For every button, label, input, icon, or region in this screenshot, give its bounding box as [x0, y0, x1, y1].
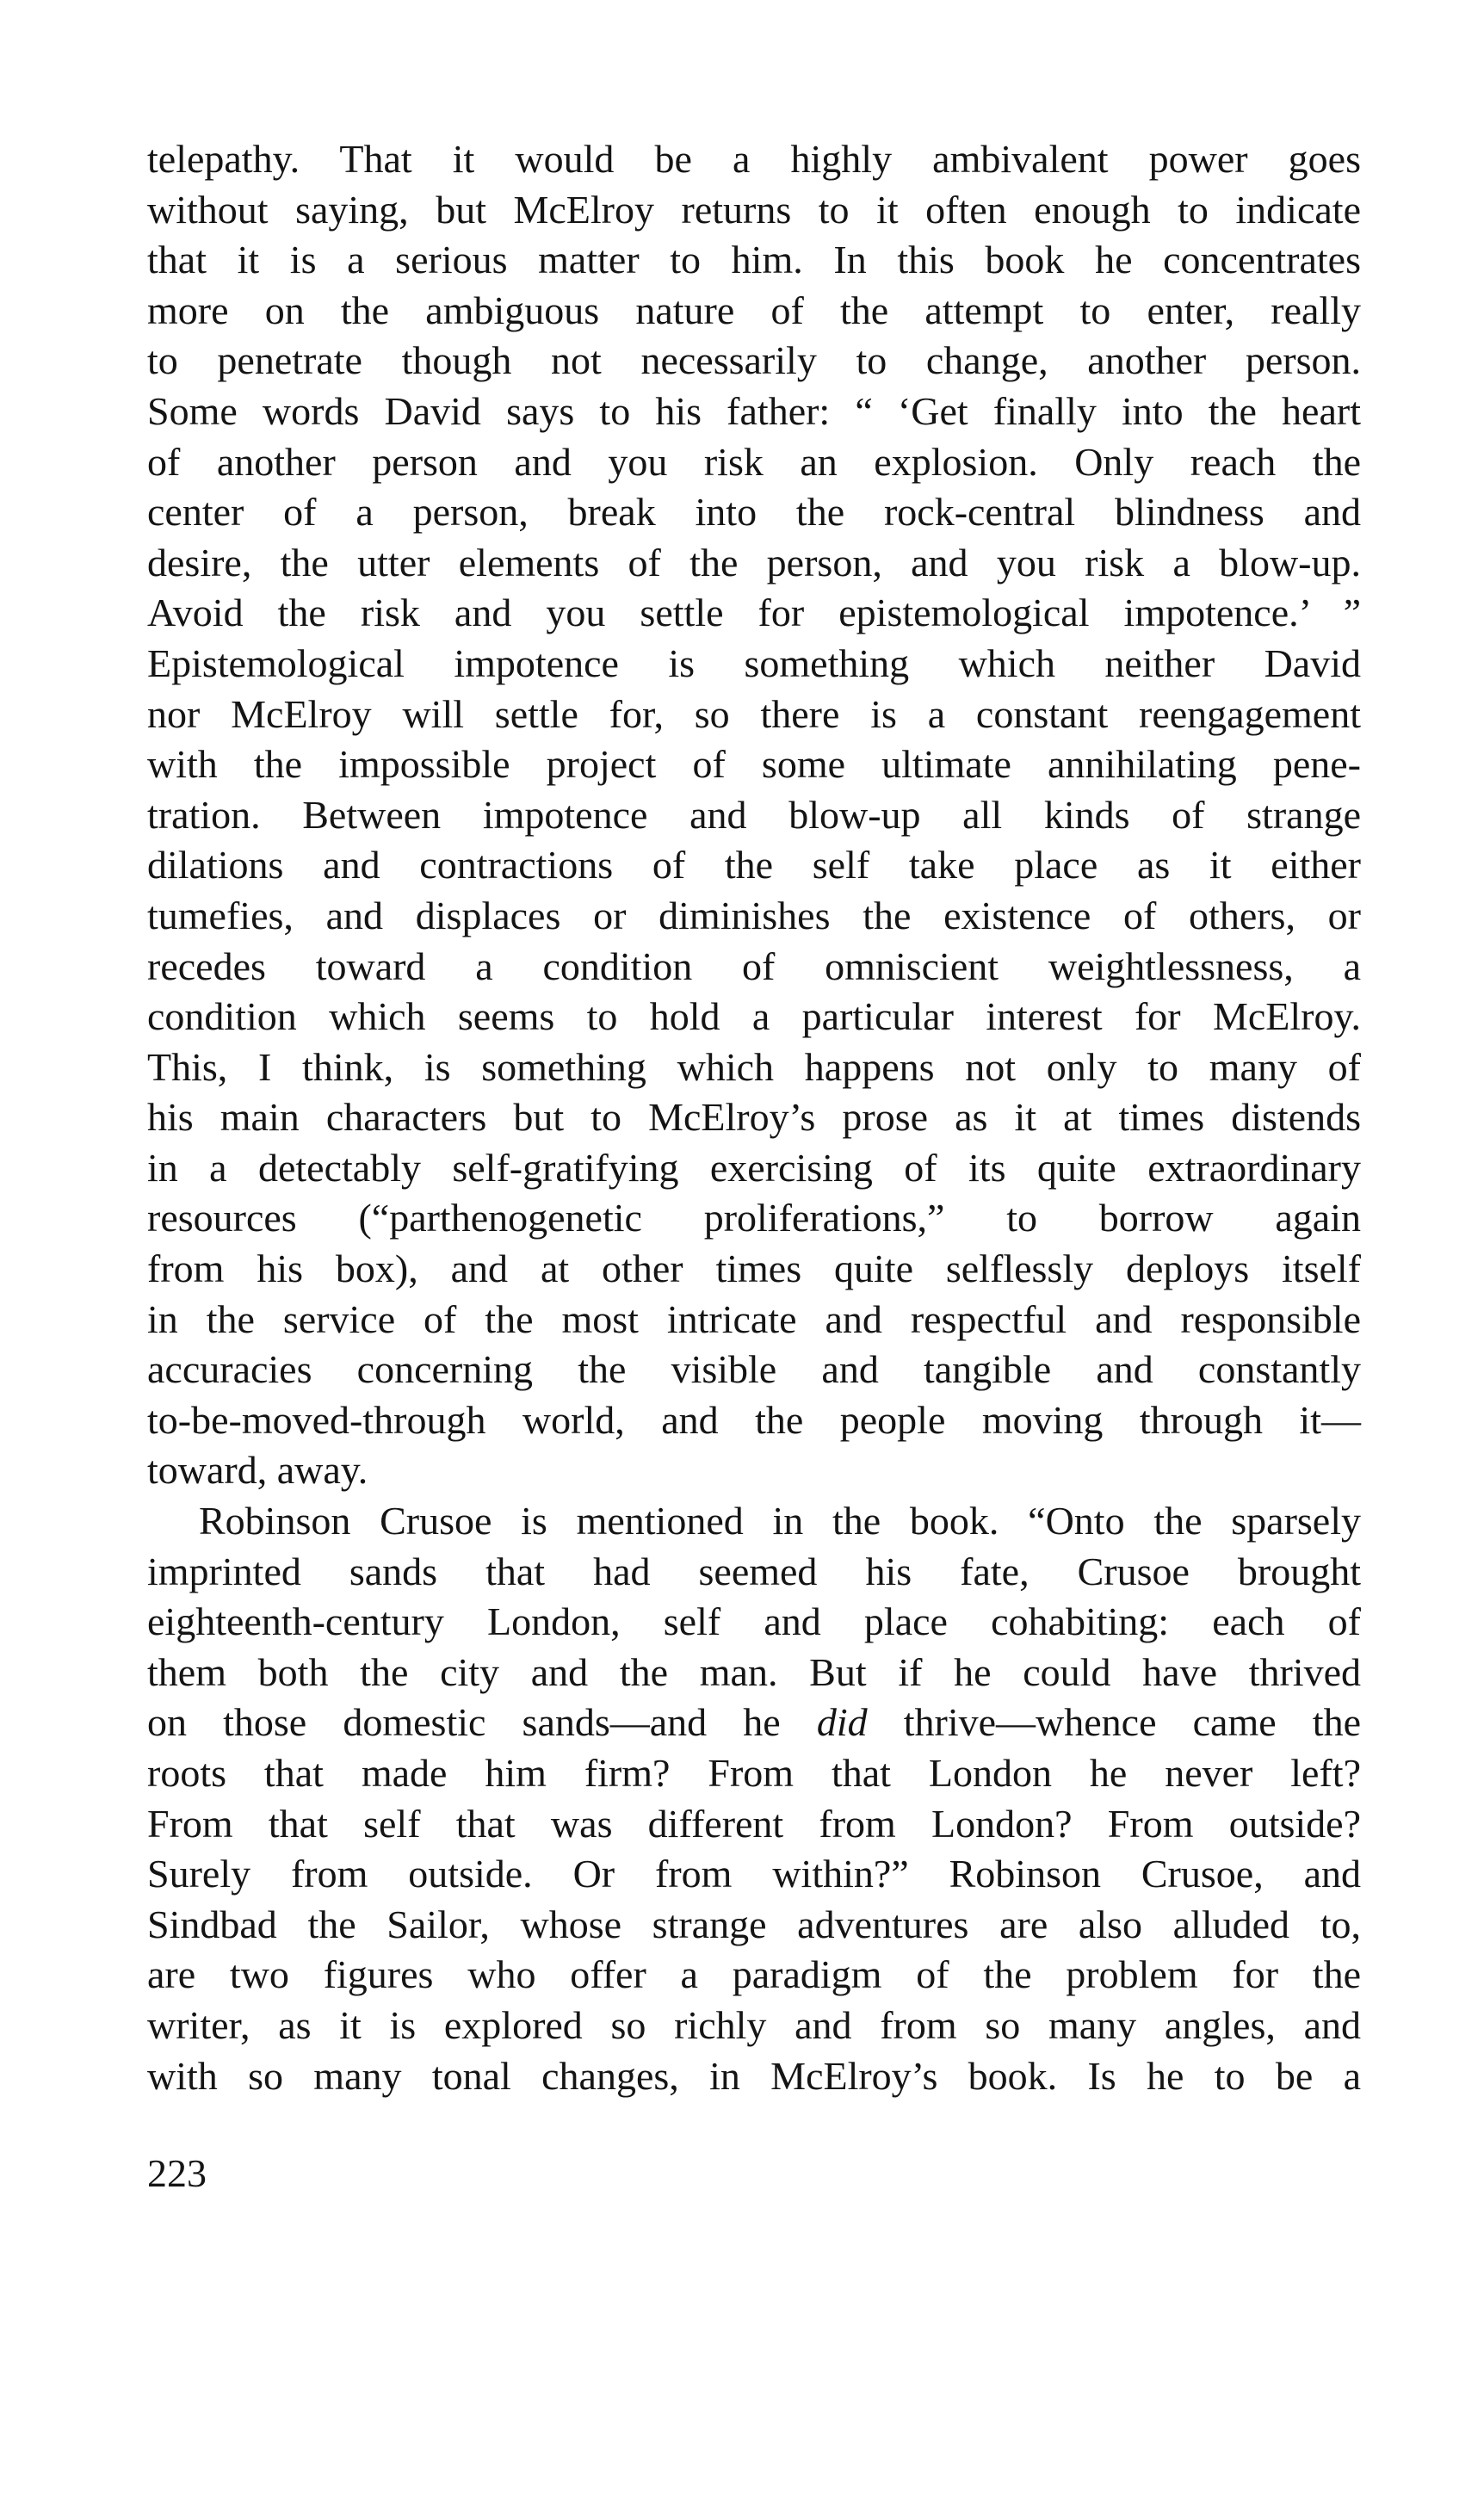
paragraph: [147, 134, 1361, 1496]
text-line: Some words David says to his father: “ ‘Get finally into the heart: [147, 388, 1361, 433]
text-line: Surely from outside. Or from within?” Robinson Crusoe, and: [147, 1852, 1361, 1896]
text-line: more on the ambiguous nature of the attempt to enter, really: [147, 288, 1361, 332]
page-number: 223: [147, 2151, 207, 2195]
text-line: toward, away.: [147, 1448, 368, 1493]
text-line: tration. Between impotence and blow-up all kinds of strange: [147, 792, 1361, 837]
text-line: dilations and contractions of the self take place as it either: [147, 843, 1361, 888]
text-line: roots that made him firm? From that London he never left?: [147, 1751, 1361, 1795]
text-line: his main characters but to McElroy’s prose as it at times distends: [147, 1095, 1361, 1140]
text-run: thrive—whence came the: [867, 1700, 1361, 1745]
text-line: center of a person, break into the rock-central blindness and: [147, 490, 1361, 535]
text-line: Epistemological impotence is something which neither David: [147, 640, 1361, 685]
text-line: telepathy. That it would be a highly ambivalent power goes: [147, 137, 1361, 181]
text-line: in the service of the most intricate and respectful and responsible: [147, 1296, 1361, 1341]
text-line: of another person and you risk an explosion. Only reach the: [147, 439, 1361, 484]
text-line: without saying, but McElroy returns to it often enough to indicate: [147, 187, 1361, 232]
text-line: imprinted sands that had seemed his fate, Crusoe brought: [147, 1549, 1361, 1593]
text-line: to-be-moved-through world, and the people moving through it—: [147, 1397, 1361, 1442]
text-line: Robinson Crusoe is mentioned in the book. “Onto the sparsely: [199, 1499, 1361, 1543]
text-line: to penetrate though not necessarily to change, another person.: [147, 338, 1361, 383]
text-line: that it is a serious matter to him. In this book he concentrates: [147, 238, 1361, 282]
italic-emphasis: did: [816, 1700, 868, 1745]
text-line: This, I think, is something which happens not only to many of: [147, 1044, 1361, 1089]
text-line: tumefies, and displaces or diminishes the existence of others, or: [147, 893, 1361, 937]
text-line: writer, as it is explored so richly and from so many angles, and: [147, 2002, 1361, 2047]
text-line: accuracies concerning the visible and tangible and constantly: [147, 1347, 1361, 1392]
text-line: nor McElroy will settle for, so there is a constant reengagement: [147, 691, 1361, 736]
text-line: in a detectably self-gratifying exercising of its quite extraordinary: [147, 1145, 1361, 1190]
text-line: desire, the utter elements of the person, and you risk a blow-up.: [147, 540, 1361, 584]
text-line: them both the city and the man. But if he could have thrived: [147, 1649, 1361, 1694]
text-run: on those domestic sands—and he: [147, 1700, 817, 1745]
text-line: resources (“parthenogenetic proliferations,” to borrow again: [147, 1196, 1361, 1240]
text-line: From that self that was different from London? From outside?: [147, 1801, 1361, 1846]
text-line: Sindbad the Sailor, whose strange adventures are also alluded to,: [147, 1902, 1361, 1946]
text-line: eighteenth-century London, self and place cohabiting: each of: [147, 1599, 1361, 1644]
text-line: Avoid the risk and you settle for epistemological impotence.’ ”: [147, 591, 1361, 635]
body-text: [147, 134, 1361, 2101]
text-line: [147, 1698, 1361, 1748]
text-line: from his box), and at other times quite selflessly deploys itself: [147, 1246, 1361, 1291]
text-line: recedes toward a condition of omniscient weightlessness, a: [147, 943, 1361, 988]
paragraph: [147, 1496, 1361, 2101]
text-line: are two figures who offer a paradigm of the problem for the: [147, 1952, 1361, 1997]
text-line: condition which seems to hold a particular interest for McElroy.: [147, 994, 1361, 1039]
text-line: with so many tonal changes, in McElroy’s book. Is he to be a: [147, 2053, 1361, 2098]
text-line: with the impossible project of some ultimate annihilating pene-: [147, 742, 1361, 787]
